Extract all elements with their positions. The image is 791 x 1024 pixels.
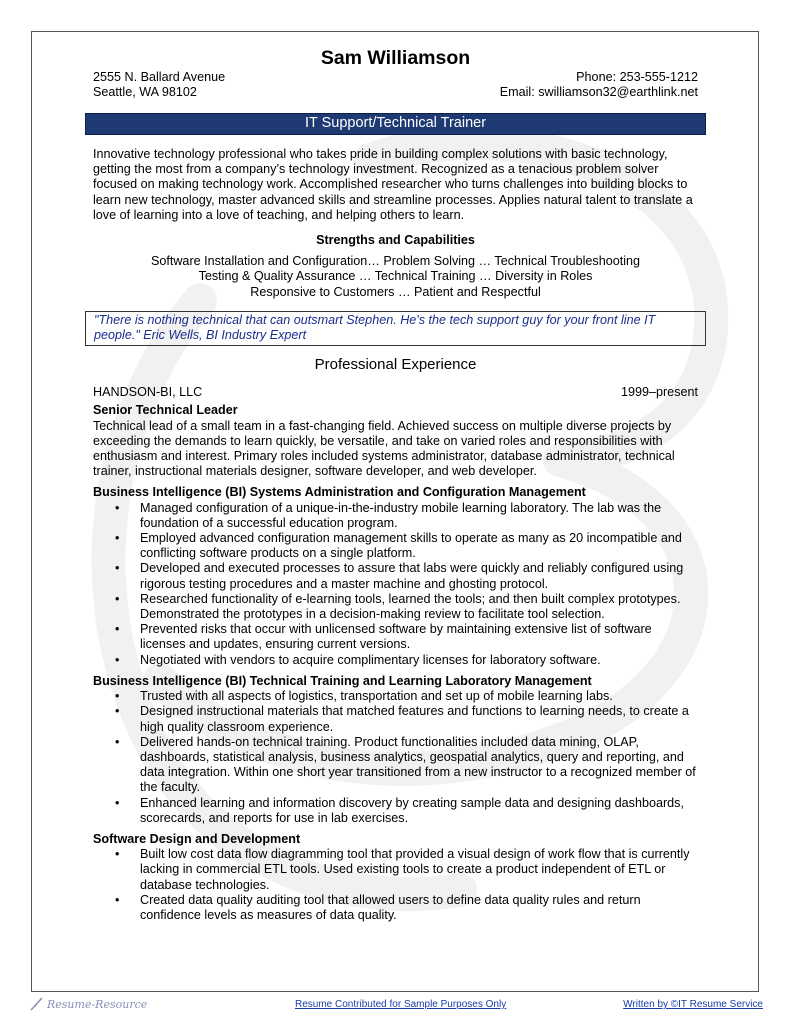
bullet-icon: •	[115, 795, 120, 810]
resume-resource-logo	[30, 997, 147, 1011]
bullet-icon: •	[115, 689, 120, 704]
email: Email: swilliamson32@earthlink.net	[499, 85, 698, 99]
bullet-list-bi-admin	[93, 501, 698, 668]
strengths-line: Software Installation and Configuration… Problem Solving … Technical Troubleshooting	[150, 254, 641, 269]
bullet-icon: •	[115, 892, 120, 907]
bullet-icon: •	[115, 734, 120, 749]
list-item: • Delivered hands-on technical training. Product functionalities included data mining, OLAP, dashboards, statistical analysis, business analytics, geospatial analytics, query and reporting, and data integration. Within one short year transitioned from a new instructor to a recognized member of the faculty.	[115, 734, 696, 795]
bullet-icon: •	[115, 500, 120, 515]
list-item: • Created data quality auditing tool that allowed users to define data quality rules and return confidence levels as measures of data quality.	[115, 892, 641, 922]
section-heading-bi-admin: Business Intelligence (BI) Systems Administration and Configuration Management	[93, 485, 586, 500]
bullet-icon: •	[115, 531, 120, 546]
section-heading-bi-training: Business Intelligence (BI) Technical Training and Learning Laboratory Management	[93, 673, 592, 688]
address-line-2: Seattle, WA 98102	[93, 85, 197, 99]
employer-name: HANDSON-BI, LLC	[93, 385, 203, 400]
phone: Phone: 253-555-1212	[576, 70, 698, 84]
employer-row	[93, 385, 698, 400]
list-item: • Enhanced learning and information discovery by creating sample data and designing dashboards, scorecards, and reports for use in lab exercises.	[115, 795, 684, 825]
list-item: • Employed advanced configuration management skills to operate as many as 20 incompatible and conflicting software products on a single platform.	[115, 531, 682, 561]
strengths-list	[93, 254, 698, 300]
address-line-1: 2555 N. Ballard Avenue	[93, 70, 226, 84]
resume-content	[93, 46, 698, 923]
bullet-icon: •	[115, 591, 120, 606]
candidate-name: Sam Williamson	[320, 47, 471, 69]
strengths-heading: Strengths and Capabilities	[316, 233, 475, 248]
logo-text: Resume-Resource	[47, 997, 148, 1011]
list-item: • Negotiated with vendors to acquire complimentary licenses for laboratory software.	[115, 652, 601, 667]
list-item: • Designed instructional materials that matched features and functions to learning needs, to create a high quality classroom experience.	[115, 704, 689, 734]
role-description: Technical lead of a small team in a fast-changing field. Achieved success on multiple diverse projects by exceeding the demands to learn quickly, be versatile, and take on varied roles and responsibilities with enthusiasm and interest. Primary roles included systems administrator, database administrator, technical trainer, instructional materials designer, software developer, and web developer.	[93, 418, 675, 479]
contact-row-2	[93, 85, 698, 100]
strengths-line: Responsive to Customers … Patient and Respectful	[250, 284, 541, 299]
bullet-list-software-dev	[93, 847, 698, 923]
list-item: • Developed and executed processes to assure that labs were quickly and reliably configured using rigorous testing procedures and a master machine and ghosting protocol.	[115, 561, 684, 591]
list-item: • Prevented risks that occur with unlicensed software by maintaining extensive list of software licenses and updates, ensuring current versions.	[115, 622, 652, 652]
sample-purposes-link[interactable]: Resume Contributed for Sample Purposes Only	[295, 999, 507, 1010]
bullet-icon: •	[115, 652, 120, 667]
list-item: • Built low cost data flow diagramming tool that provided a visual design of work flow that is currently lacking in commercial ETL tools. Used existing tools to create a product independent of ETL or database technologies.	[115, 847, 690, 892]
section-heading-software-dev: Software Design and Development	[93, 831, 301, 846]
bullet-icon: •	[115, 622, 120, 637]
list-item: • Researched functionality of e-learning tools, learned the tools; and then built complex prototypes. Demonstrated the prototypes in a decision-making review to facilitate tool selection.	[115, 591, 681, 622]
contact-row-1	[93, 70, 698, 85]
role-title: Senior Technical Leader	[93, 403, 238, 418]
employment-dates: 1999–present	[620, 385, 698, 400]
experience-heading: Professional Experience	[314, 356, 477, 374]
testimonial-quote: "There is nothing technical that can outsmart Stephen. He's the tech support guy for your front line IT people." Eric Wells, BI Industry Expert	[85, 311, 706, 346]
list-item: • Managed configuration of a unique-in-the-industry mobile learning laboratory. The lab was the foundation of a successful education program.	[115, 500, 662, 530]
summary-paragraph: Innovative technology professional who takes pride in building complex solutions with basic technology, getting the most from a company’s technology investment. Recognized as a tenacious problem solver focused on making technology work. Accomplished researcher who turns challenges into building blocks to learn new technology, master advanced skills and streamline processes. Applies natural talent to translate a love of learning into a love of teaching, and helping others to learn.	[93, 147, 693, 222]
bullet-icon: •	[115, 561, 120, 576]
list-item: • Trusted with all aspects of logistics, transportation and set up of mobile learning labs.	[115, 689, 613, 704]
quill-icon	[30, 997, 44, 1011]
bullet-icon: •	[115, 704, 120, 719]
job-title-bar: IT Support/Technical Trainer	[85, 113, 706, 135]
bullet-icon: •	[115, 847, 120, 862]
bullet-list-bi-training	[93, 689, 698, 826]
strengths-line: Testing & Quality Assurance … Technical Training … Diversity in Roles	[198, 269, 593, 284]
footer	[0, 997, 791, 1017]
written-by-link[interactable]: Written by ©IT Resume Service	[623, 999, 763, 1010]
